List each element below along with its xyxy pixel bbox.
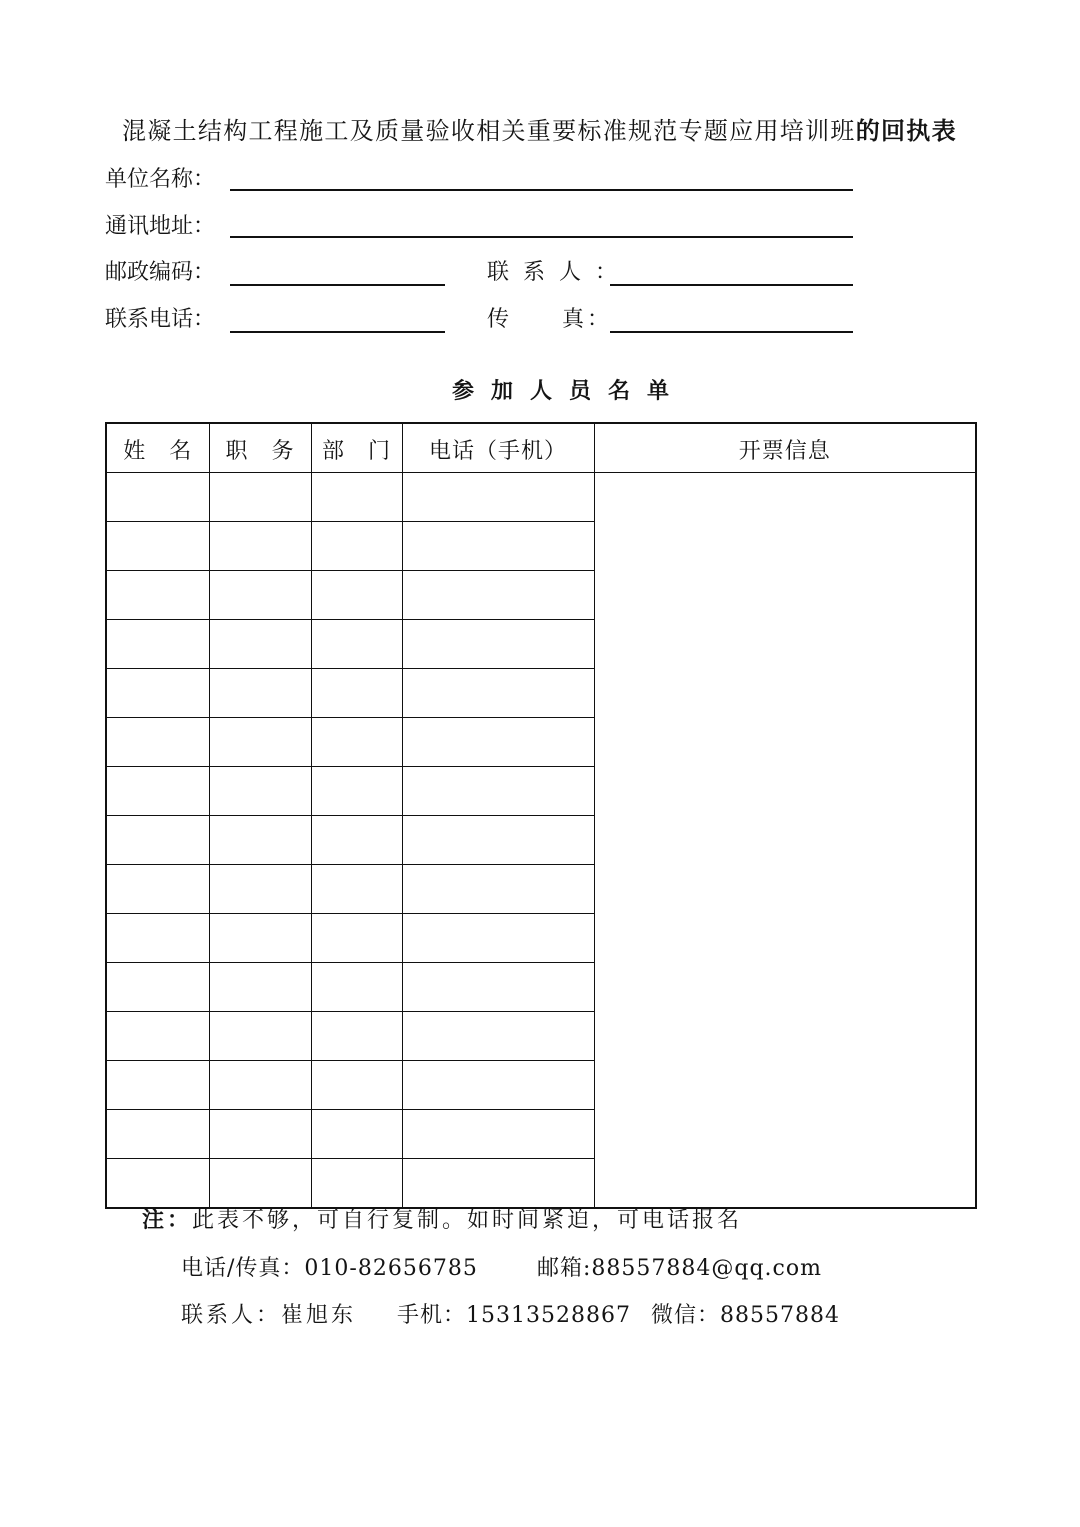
name-cell	[106, 669, 209, 718]
mobile-info: 手机：15313528867	[397, 1303, 631, 1328]
phone-cell	[402, 669, 594, 718]
position-cell	[209, 620, 311, 669]
phone-cell	[402, 865, 594, 914]
department-cell	[311, 816, 402, 865]
name-cell	[106, 620, 209, 669]
department-cell	[311, 963, 402, 1012]
department-cell	[311, 914, 402, 963]
fax-label: 传 真：	[487, 307, 613, 332]
position-cell	[209, 914, 311, 963]
department-cell	[311, 718, 402, 767]
position-cell	[209, 816, 311, 865]
column-header-phone	[402, 423, 594, 473]
column-header-invoice-info-text: 开票信息	[738, 439, 831, 464]
contact-person-label: 联系人：	[487, 260, 632, 285]
name-cell	[106, 914, 209, 963]
phone-cell	[402, 1061, 594, 1110]
department-cell	[311, 620, 402, 669]
phone-cell	[402, 767, 594, 816]
phone-cell	[402, 620, 594, 669]
phone-label: 联系电话：	[105, 307, 216, 332]
phone-cell	[402, 571, 594, 620]
phone-cell	[402, 914, 594, 963]
name-cell	[106, 963, 209, 1012]
postal-code-blank	[230, 284, 445, 286]
participant-row	[106, 473, 976, 522]
position-cell	[209, 669, 311, 718]
postal-code-label: 邮政编码：	[105, 260, 216, 285]
name-cell	[106, 1012, 209, 1061]
phone-cell	[402, 816, 594, 865]
phone-cell	[402, 1012, 594, 1061]
participants-table	[105, 422, 977, 1209]
name-cell	[106, 1110, 209, 1159]
column-header-invoice-info	[594, 423, 976, 473]
position-cell	[209, 1012, 311, 1061]
form-title-main: 混凝土结构工程施工及质量验收相关重要标准规范专题应用培训班	[122, 117, 856, 145]
name-cell	[106, 1061, 209, 1110]
position-cell	[209, 963, 311, 1012]
address-blank	[230, 236, 853, 238]
column-header-phone-text: 电话（手机）	[428, 439, 567, 464]
column-header-position-text: 职 务	[225, 439, 295, 464]
unit-name-blank	[230, 189, 853, 191]
name-cell	[106, 522, 209, 571]
phone-blank	[230, 331, 445, 333]
phone-cell	[402, 522, 594, 571]
email-info: 邮箱:88557884@qq.com	[537, 1256, 822, 1281]
column-header-position	[209, 423, 311, 473]
form-title-suffix: 的回执表	[855, 116, 957, 145]
name-cell	[106, 718, 209, 767]
participants-table-body	[106, 473, 976, 1209]
position-cell	[209, 767, 311, 816]
name-cell	[106, 571, 209, 620]
unit-name-label: 单位名称：	[105, 167, 216, 192]
wechat-info: 微信：88557884	[651, 1303, 840, 1328]
name-cell	[106, 865, 209, 914]
column-header-name	[106, 423, 209, 473]
department-cell	[311, 473, 402, 522]
phone-cell	[402, 1159, 594, 1209]
department-cell	[311, 522, 402, 571]
name-cell	[106, 767, 209, 816]
position-cell	[209, 571, 311, 620]
header-row	[106, 423, 976, 473]
position-cell	[209, 865, 311, 914]
department-cell	[311, 1159, 402, 1209]
column-header-name-text: 姓 名	[123, 439, 193, 464]
fax-blank	[610, 331, 853, 333]
position-cell	[209, 1110, 311, 1159]
phone-fax-info: 电话/传真：010-82656785	[181, 1256, 478, 1281]
column-header-department-text: 部 门	[321, 439, 391, 464]
position-cell	[209, 718, 311, 767]
participants-table-header	[106, 423, 976, 473]
position-cell	[209, 522, 311, 571]
department-cell	[311, 669, 402, 718]
name-cell	[106, 473, 209, 522]
department-cell	[311, 1110, 402, 1159]
position-cell	[209, 1159, 311, 1209]
department-cell	[311, 1012, 402, 1061]
form-title	[122, 116, 957, 145]
column-header-department	[311, 423, 402, 473]
note-text: 此表不够，可自行复制。如时间紧迫，可电话报名	[192, 1208, 743, 1233]
address-label: 通讯地址：	[105, 214, 216, 239]
note-label: 注：	[142, 1207, 193, 1233]
phone-cell	[402, 718, 594, 767]
phone-cell	[402, 1110, 594, 1159]
department-cell	[311, 767, 402, 816]
position-cell	[209, 1061, 311, 1110]
contact-person-blank	[610, 284, 853, 286]
phone-cell	[402, 963, 594, 1012]
department-cell	[311, 1061, 402, 1110]
contact-info: 联系人：崔旭东	[181, 1303, 357, 1328]
department-cell	[311, 865, 402, 914]
note-line	[142, 1209, 742, 1232]
name-cell	[106, 1159, 209, 1209]
department-cell	[311, 571, 402, 620]
invoice-info-cell	[594, 473, 976, 1209]
position-cell	[209, 473, 311, 522]
name-cell	[106, 816, 209, 865]
phone-cell	[402, 473, 594, 522]
participants-heading: 参加人员名单	[452, 378, 687, 404]
